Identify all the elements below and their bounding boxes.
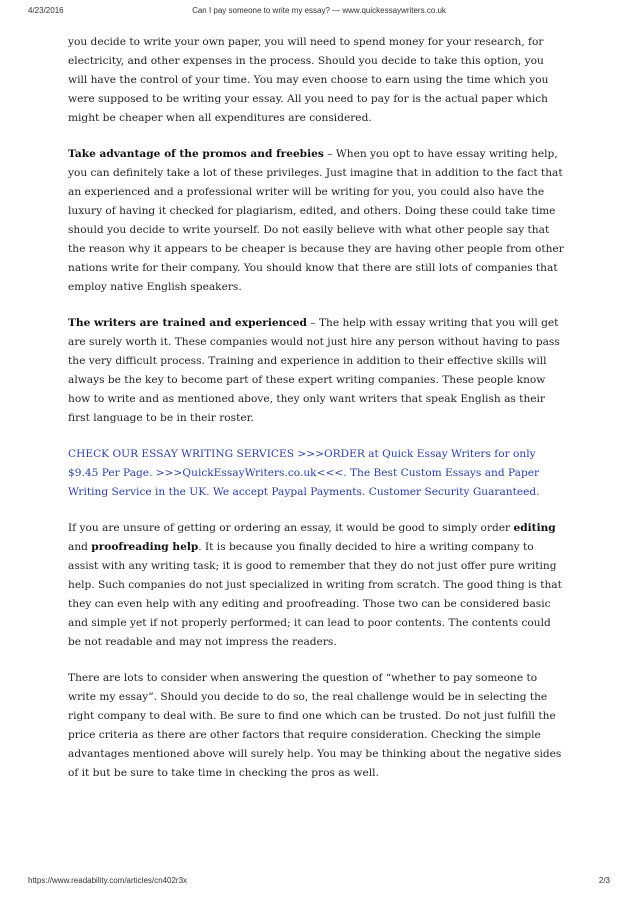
print-url: https://www.readability.com/articles/cn402r3x xyxy=(28,876,188,885)
promos-text: – When you opt to have essay writing help, you can definitely take a lot of these privileges. Just imagine that in addition to the fact that an experienced and a professional writer will be writing for you, you could also have the luxury of having it checked for plagiarism, edited, and others. Doing these could take time should you decide to write yourself. Do not easily believe with what other people say that the reason why it appears to be cheaper is because they are having other people from other nations write for their company. You should know that there are still lots of companies that employ native English speakers. xyxy=(68,148,564,293)
print-date: 4/23/2016 xyxy=(28,6,64,15)
editing-text-a: If you are unsure of getting or ordering an essay, it would be good to simply order xyxy=(68,522,514,534)
paragraph-cta xyxy=(68,445,566,502)
writers-text: – The help with essay writing that you will get are surely worth it. These companies would not just hire any person without having to pass the very difficult process. Training and experience in addition to their effective skills will always be the key to become part of these expert writing companies. These people know how to write and as mentioned above, they only want writers that speak English as their first language to be in their roster. xyxy=(68,317,560,424)
editing-text-d: . It is because you finally decided to hire a writing company to assist with any writing task; it is good to remember that they do not just offer pure writing help. Such companies do not just specialized in writing from scratch. The good thing is that they can even help with any editing and proofreading. Those two can be considered basic and simple yet if not properly performed; it can lead to poor contents. The contents could be not readable and may not impress the readers. xyxy=(68,541,562,648)
paragraph-promos xyxy=(68,145,566,297)
page-number: 2/3 xyxy=(598,876,610,885)
writers-heading: The writers are trained and experienced xyxy=(68,317,307,329)
promos-heading: Take advantage of the promos and freebies xyxy=(68,148,324,160)
paragraph-1: you decide to write your own paper, you will need to spend money for your research, for electricity, and other expenses in the process. Should you decide to take this option, you will have the control of your time. You may even choose to earn using the time which you were supposed to be writing your essay. All you need to pay for is the actual paper which might be cheaper when all expenditures are considered. xyxy=(68,36,549,124)
paragraph-editing xyxy=(68,519,566,652)
order-link[interactable]: CHECK OUR ESSAY WRITING SERVICES >>>ORDER at Quick Essay Writers for only $9.45 Per Page. >>>QuickEssayWriters.co.uk<<<. The Best Custom Essays and Paper Writing Service in the UK. We accept Paypal Payments. Customer Security Guaranteed. xyxy=(68,448,540,498)
editing-text-c: and xyxy=(68,541,92,553)
paragraph-writers xyxy=(68,314,566,428)
article-body xyxy=(68,33,566,800)
print-title: Can I pay someone to write my essay? — www.quickessaywriters.co.uk xyxy=(192,6,446,15)
editing-bold: editing xyxy=(513,522,556,534)
paragraph-conclusion: There are lots to consider when answering the question of “whether to pay someone to write my essay”. Should you decide to do so, the real challenge would be in selecting the right company to deal with. Be sure to find one which can be trusted. Do not just fulfill the price criteria as there are other factors that require consideration. Checking the simple advantages mentioned above will surely help. You may be thinking about the negative sides of it but be sure to take time in checking the pros as well. xyxy=(68,672,562,779)
proofreading-bold: proofreading help xyxy=(91,541,199,553)
